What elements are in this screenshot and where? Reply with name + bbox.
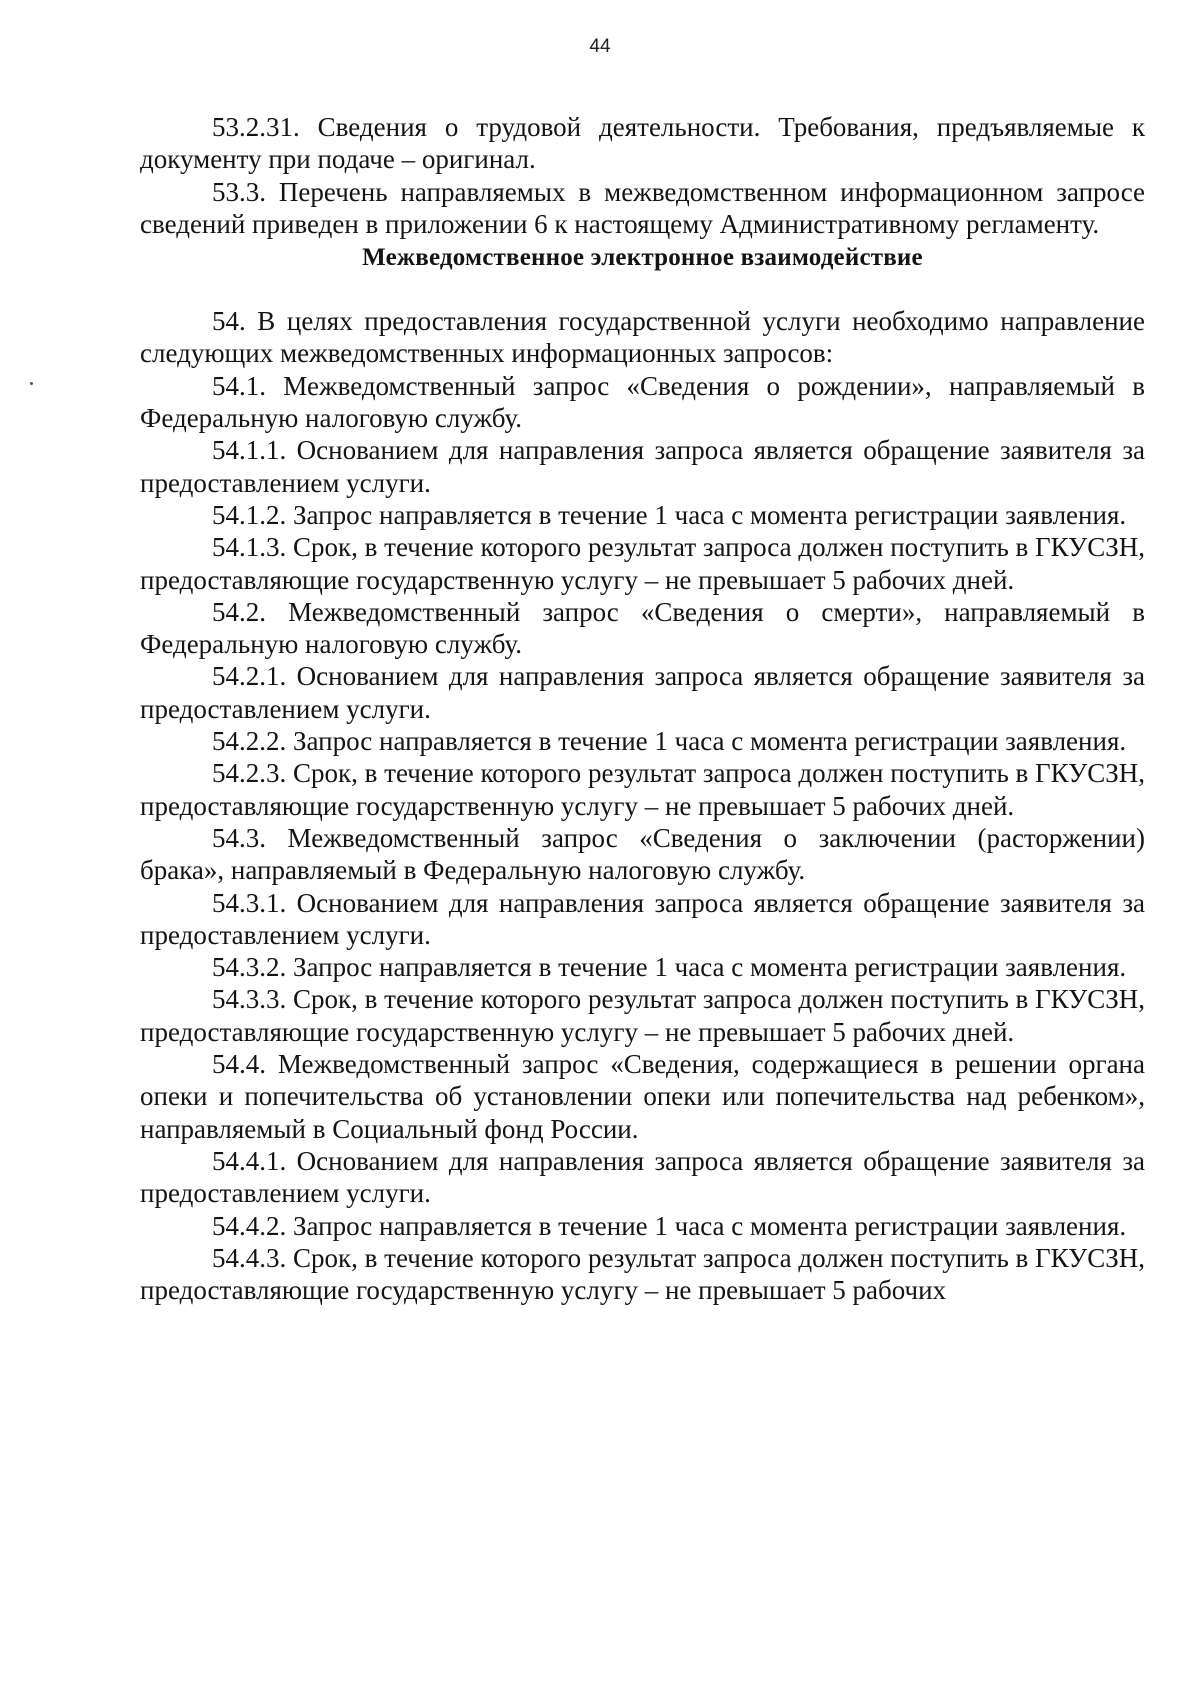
paragraph-54-2-3: 54.2.3. Срок, в течение которого результат запроса должен поступить в ГКУСЗН, предоставляющие государственную услугу – не превышает 5 рабочих дней. [140,758,1145,821]
paragraph-54-3-1: 54.3.1. Основанием для направления запроса является обращение заявителя за предоставлением услуги. [140,887,1145,950]
paragraph-54-4-3: 54.4.3. Срок, в течение которого результат запроса должен поступить в ГКУСЗН, предоставляющие государственную услугу – не превышает 5 рабочих [140,1242,1145,1306]
paragraph-54-1-3: 54.1.3. Срок, в течение которого результат запроса должен поступить в ГКУСЗН, предоставляющие государственную услугу – не превышает 5 рабочих дней. [140,532,1145,595]
paragraph-54-1: 54.1. Межведомственный запрос «Сведения о рождении», направляемый в Федеральную налоговую службу. [140,370,1145,434]
document-body [140,111,1145,1306]
paragraph-54-4-1: 54.4.1. Основанием для направления запроса является обращение заявителя за предоставлением услуги. [140,1145,1145,1209]
paragraph-53-3: 53.3. Перечень направляемых в межведомственном информационном запросе сведений приведен в приложении 6 к настоящему Административному регламенту. [140,176,1145,239]
page-number: 44 [589,36,611,57]
paragraph-53-2-31: 53.2.31. Сведения о трудовой деятельности. Требования, предъявляемые к документу при подаче – оригинал. [140,112,1145,175]
paragraph-54-1-2: 54.1.2. Запрос направляется в течение 1 часа с момента регистрации заявления. [212,499,1127,530]
paragraph-54-3-2: 54.3.2. Запрос направляется в течение 1 часа с момента регистрации заявления. [212,952,1127,983]
margin-mark [30,382,33,385]
paragraph-54-1-1: 54.1.1. Основанием для направления запроса является обращение заявителя за предоставлением услуги. [140,435,1145,498]
paragraph-54: 54. В целях предоставления государственной услуги необходимо направление следующих межведомственных информационных запросов: [140,306,1145,369]
paragraph-54-3: 54.3. Межведомственный запрос «Сведения о заключении (расторжении) брака», направляемый в Федеральную налоговую службу. [140,822,1145,886]
section-heading: Межведомственное электронное взаимодействие [362,244,923,272]
paragraph-54-4-2: 54.4.2. Запрос направляется в течение 1 часа с момента регистрации заявления. [212,1210,1127,1241]
paragraph-54-3-3: 54.3.3. Срок, в течение которого результат запроса должен поступить в ГКУСЗН, предоставляющие государственную услугу – не превышает 5 рабочих дней. [140,984,1145,1047]
paragraph-54-2: 54.2. Межведомственный запрос «Сведения о смерти», направляемый в Федеральную налоговую службу. [140,596,1145,660]
paragraph-54-2-2: 54.2.2. Запрос направляется в течение 1 часа с момента регистрации заявления. [212,726,1127,757]
paragraph-54-2-1: 54.2.1. Основанием для направления запроса является обращение заявителя за предоставлением услуги. [140,661,1145,724]
paragraph-54-4: 54.4. Межведомственный запрос «Сведения, содержащиеся в решении органа опеки и попечительства об установлении опеки или попечительства над ребенком», направляемый в Социальный фонд России. [140,1049,1145,1144]
